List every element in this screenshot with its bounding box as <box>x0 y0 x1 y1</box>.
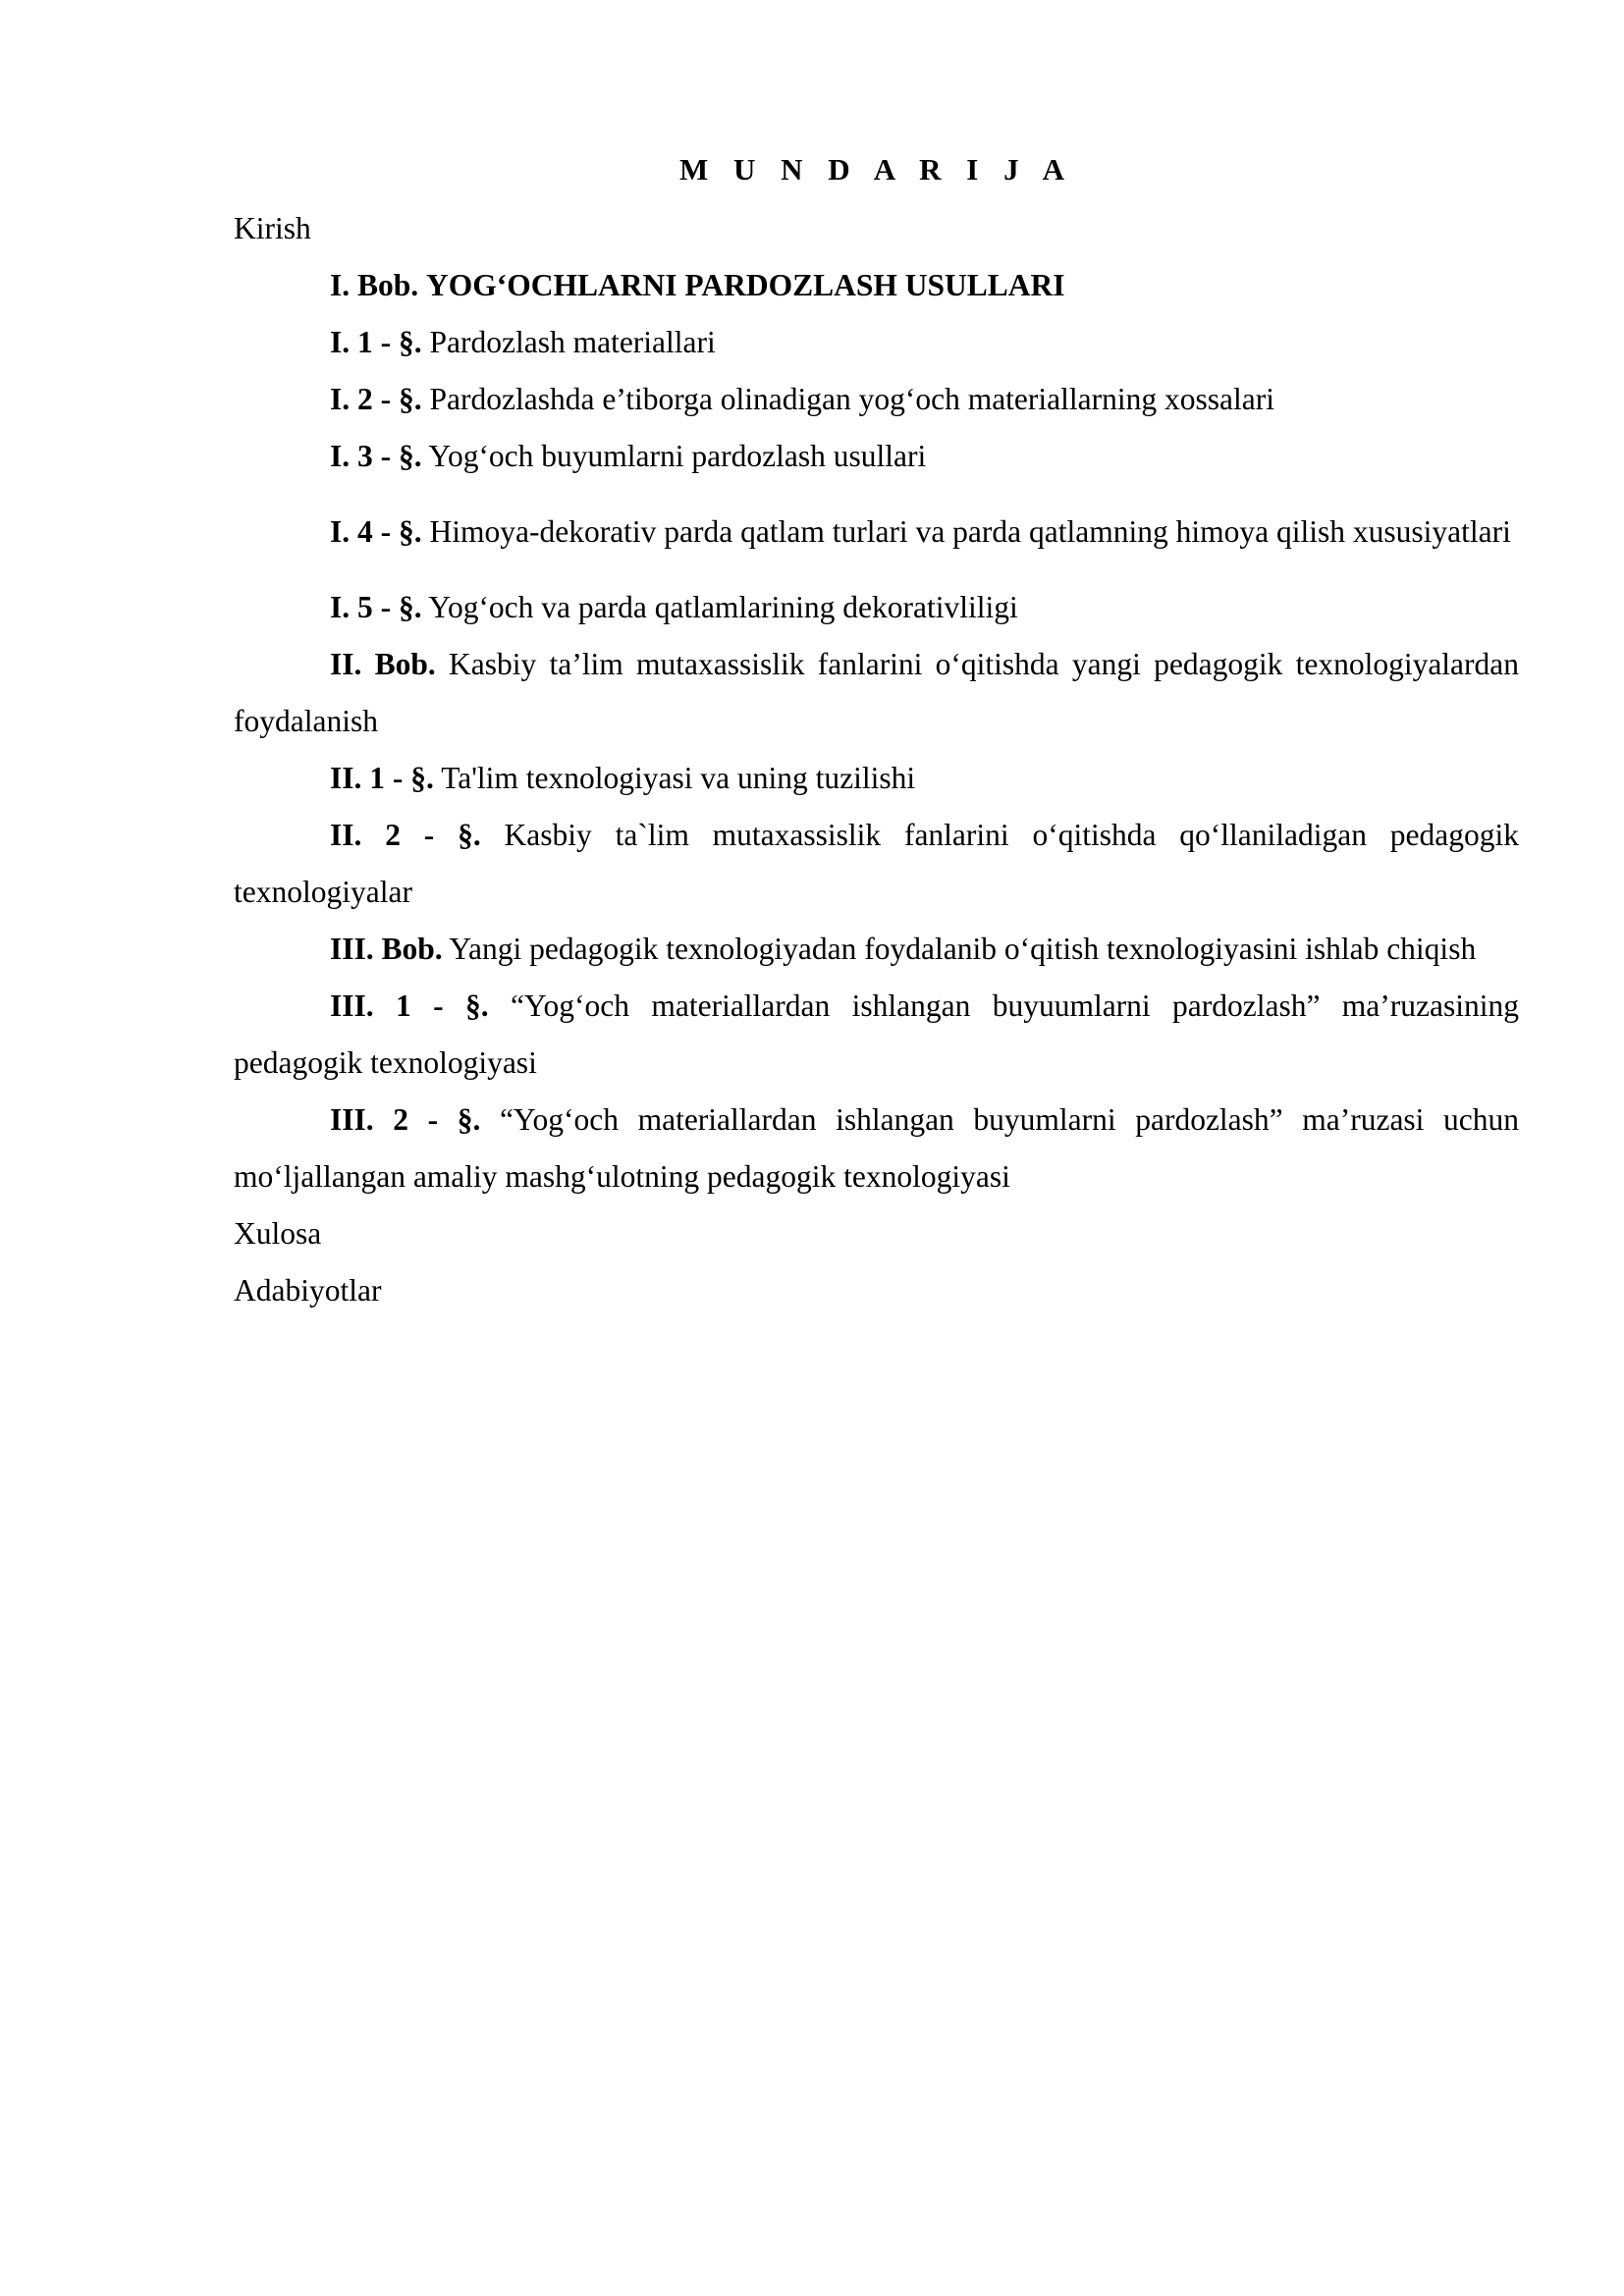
section-1-2-title: Pardozlashda e’tiborga olinadigan yog‘och materiallarning xossalari <box>429 382 1274 416</box>
toc-entry-chapter-2 <box>234 636 1519 750</box>
section-1-3-title: Yog‘och buyumlarni pardozlash usullari <box>428 439 927 473</box>
section-2-2-title: Kasbiy ta`lim mutaxassislik fanlarini o‘qitishda qo‘llaniladigan pedagogik texnologiyalar <box>234 818 1520 909</box>
toc-entry-section-3-1 <box>234 978 1519 1092</box>
chapter-2-label: II. Bob. <box>330 647 436 681</box>
section-2-1-number: II. 1 - §. <box>330 761 434 795</box>
toc-entry-section-2-1 <box>234 750 1519 807</box>
chapter-1-label: I. Bob. <box>330 268 419 302</box>
toc-title: M U N D A R I J A <box>678 152 1073 187</box>
section-3-1-number: III. 1 - §. <box>330 988 489 1023</box>
table-of-contents <box>234 147 1519 1319</box>
section-2-1-title: Ta'lim texnologiyasi va uning tuzilishi <box>441 761 916 795</box>
section-1-3-number: I. 3 - §. <box>330 439 422 473</box>
toc-entry-references: Adabiyotlar <box>234 1273 382 1308</box>
section-3-2-title: “Yog‘och materiallardan ishlangan buyumlarni pardozlash” ma’ruzasi uchun mo‘ljallangan amaliy mashg‘ulotning pedagogik texnologiyasi <box>234 1102 1520 1194</box>
toc-entry-chapter-3 <box>234 921 1519 978</box>
toc-entry-section-2-2 <box>234 807 1519 921</box>
section-1-4-title: Himoya-dekorativ parda qatlam turlari va parda qatlamning himoya qilish xususiyatlari <box>429 514 1511 549</box>
toc-entry-chapter-1 <box>234 257 1519 314</box>
section-2-2-number: II. 2 - §. <box>330 818 481 852</box>
section-1-1-number: I. 1 - §. <box>330 325 422 359</box>
section-3-2-number: III. 2 - §. <box>330 1102 481 1137</box>
toc-entry-conclusion: Xulosa <box>234 1216 322 1251</box>
toc-entry-section-1-4 <box>234 504 1519 561</box>
chapter-1-title: YOG‘OCHLARNI PARDOZLASH USULLARI <box>426 268 1065 302</box>
toc-entry-section-1-2 <box>234 371 1519 428</box>
section-1-4-number: I. 4 - §. <box>330 514 422 549</box>
toc-entry-section-3-2 <box>234 1092 1519 1205</box>
toc-entry-section-1-3 <box>234 428 1519 485</box>
toc-entry-intro: Kirish <box>234 211 311 245</box>
section-1-5-number: I. 5 - §. <box>330 590 422 624</box>
section-1-5-title: Yog‘och va parda qatlamlarining dekorativliligi <box>428 590 1018 624</box>
chapter-3-label: III. Bob. <box>330 932 443 966</box>
toc-entry-section-1-5 <box>234 579 1519 636</box>
toc-entry-section-1-1 <box>234 314 1519 371</box>
chapter-2-title: Kasbiy ta’lim mutaxassislik fanlarini o‘qitishda yangi pedagogik texnologiyalardan foydalanish <box>234 647 1520 738</box>
section-1-1-title: Pardozlash materiallari <box>429 325 716 359</box>
chapter-3-title: Yangi pedagogik texnologiyadan foydalanib o‘qitish texnologiyasini ishlab chiqish <box>449 932 1477 966</box>
section-3-1-title: “Yog‘och materiallardan ishlangan buyuumlarni pardozlash” ma’ruzasining pedagogik texnologiyasi <box>234 988 1519 1080</box>
section-1-2-number: I. 2 - §. <box>330 382 422 416</box>
